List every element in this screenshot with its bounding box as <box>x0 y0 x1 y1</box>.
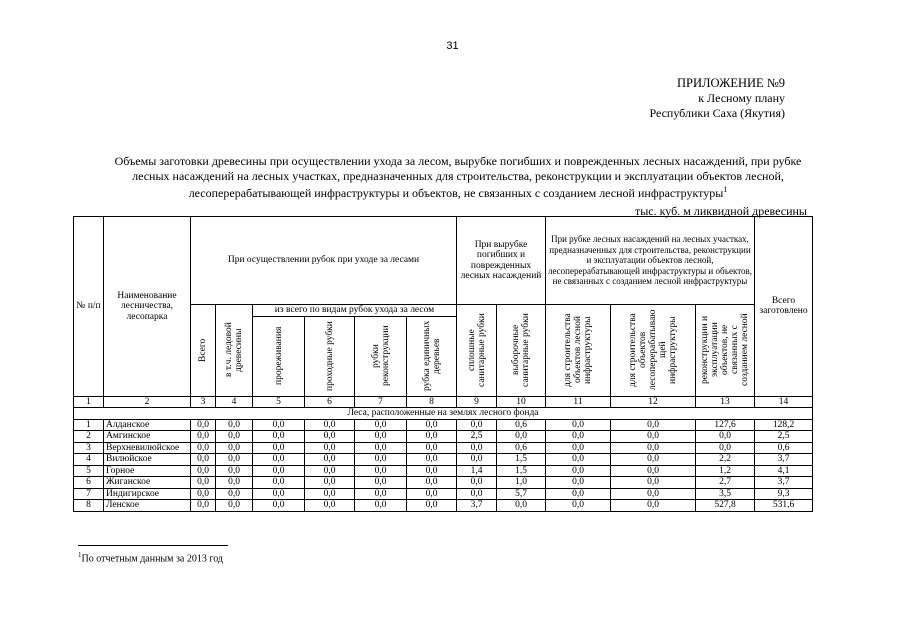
header-by-type: из всего по видам рубок ухода за лесом <box>253 305 457 317</box>
document-title <box>78 154 838 201</box>
col-number: 7 <box>355 396 407 408</box>
cell-value: 0,0 <box>497 500 546 512</box>
cell-value: 0,0 <box>355 465 407 477</box>
forestry-name: Вилюйское <box>104 454 191 466</box>
cell-value: 0,0 <box>546 431 611 443</box>
cell-value: 0,0 <box>497 431 546 443</box>
cell-value: 0,0 <box>611 477 696 489</box>
page-number: 31 <box>446 40 459 52</box>
col-number: 1 <box>74 396 104 408</box>
cell-value: 0,0 <box>611 419 696 431</box>
cell-value: 0,6 <box>497 419 546 431</box>
cell-value: 0,0 <box>611 500 696 512</box>
cell-value: 0,0 <box>191 431 216 443</box>
cell-value: 0,0 <box>546 442 611 454</box>
cell-value: 3,7 <box>457 500 497 512</box>
col-number: 6 <box>305 396 355 408</box>
cell-value: 0,0 <box>305 500 355 512</box>
cell-value: 0,0 <box>407 488 457 500</box>
cell-value: 0,0 <box>407 442 457 454</box>
footnote: $^1$По отчетным данным за 2013 год <box>78 551 224 565</box>
cell-value: 2,7 <box>696 477 755 489</box>
cell-value: 1,0 <box>497 477 546 489</box>
row-number: 3 <box>74 442 104 454</box>
cell-value: 0,0 <box>457 454 497 466</box>
cell-value: 0,0 <box>253 477 305 489</box>
cell-value: 127,6 <box>696 419 755 431</box>
header-c6: проходные рубки <box>305 316 355 396</box>
cell-value: 0,0 <box>611 431 696 443</box>
cell-value: 531,6 <box>755 500 813 512</box>
appendix-line: к Лесному плану <box>698 91 785 105</box>
cell-value: 2,5 <box>457 431 497 443</box>
cell-value: 0,0 <box>191 442 216 454</box>
cell-value: 0,0 <box>253 488 305 500</box>
col-number: 5 <box>253 396 305 408</box>
header-c4: в т.ч. ледовой древесины <box>216 305 253 397</box>
cell-value: 0,0 <box>457 477 497 489</box>
cell-value: 0,0 <box>191 488 216 500</box>
cell-value: 0,0 <box>305 442 355 454</box>
cell-value: 0,0 <box>546 488 611 500</box>
appendix-block <box>649 76 785 121</box>
header-c10: выборочные санитарные рубки <box>497 305 546 397</box>
table-row <box>74 454 813 466</box>
cell-value: 2,5 <box>755 431 813 443</box>
cell-value: 0,0 <box>355 454 407 466</box>
col-number: 12 <box>611 396 696 408</box>
cell-value: 0,0 <box>355 419 407 431</box>
row-number: 5 <box>74 465 104 477</box>
cell-value: 0,0 <box>355 477 407 489</box>
header-dead: При вырубке погибших и поврежденных лесных насаждений <box>457 217 546 305</box>
cell-value: 0,0 <box>407 465 457 477</box>
cell-value: 0,0 <box>546 500 611 512</box>
cell-value: 0,0 <box>305 477 355 489</box>
cell-value: 128,2 <box>755 419 813 431</box>
section-row <box>74 408 813 420</box>
cell-value: 4,1 <box>755 465 813 477</box>
table-row <box>74 419 813 431</box>
cell-value: 0,0 <box>305 465 355 477</box>
cell-value: 0,0 <box>305 419 355 431</box>
cell-value: 0,0 <box>407 431 457 443</box>
cell-value: 0,0 <box>216 419 253 431</box>
cell-value: 0,0 <box>546 477 611 489</box>
col-number: 9 <box>457 396 497 408</box>
cell-value: 0,0 <box>546 465 611 477</box>
col-number: 10 <box>497 396 546 408</box>
header-care: При осуществлении рубок при уходе за лесами <box>191 217 457 305</box>
data-table <box>73 216 813 512</box>
cell-value: 0,0 <box>216 488 253 500</box>
forestry-name: Амгинское <box>104 431 191 443</box>
col-number: 2 <box>104 396 191 408</box>
header-num: № п/п <box>74 217 104 397</box>
cell-value: 0,0 <box>216 431 253 443</box>
cell-value: 0,0 <box>407 419 457 431</box>
cell-value: 0,0 <box>191 477 216 489</box>
col-number: 8 <box>407 396 457 408</box>
cell-value: 0,0 <box>305 454 355 466</box>
cell-value: 0,0 <box>696 442 755 454</box>
cell-value: 0,0 <box>191 419 216 431</box>
cell-value: 0,0 <box>216 477 253 489</box>
cell-value: 0,0 <box>611 442 696 454</box>
cell-value: 527,8 <box>696 500 755 512</box>
header-c9: сплошные санитарные рубки <box>457 305 497 397</box>
cell-value: 0,0 <box>216 454 253 466</box>
cell-value: 0,6 <box>497 442 546 454</box>
cell-value: 0,0 <box>253 431 305 443</box>
header-c8: рубка единичных деревьев <box>407 316 457 396</box>
col-number: 13 <box>696 396 755 408</box>
header-c3: Всего <box>191 305 216 397</box>
row-number: 1 <box>74 419 104 431</box>
title-line: лесоперерабатывающей инфраструктуры и объектов, не связанных с созданием лесной инфраструктуры$^1$ <box>188 185 728 200</box>
cell-value: 0,0 <box>253 454 305 466</box>
cell-value: 0,0 <box>253 442 305 454</box>
cell-value: 0,0 <box>355 442 407 454</box>
cell-value: 1,2 <box>696 465 755 477</box>
cell-value: 1,5 <box>497 454 546 466</box>
header-name: Наименование лесничества, лесопарка <box>104 217 191 397</box>
table-row <box>74 477 813 489</box>
table-row <box>74 500 813 512</box>
col-number: 3 <box>191 396 216 408</box>
forestry-name: Верхневилюйское <box>104 442 191 454</box>
title-line: Объемы заготовки древесины при осуществлении ухода за лесом, вырубке погибших и поврежденных лесных насаждений, при рубке <box>114 154 802 168</box>
cell-value: 2,2 <box>696 454 755 466</box>
cell-value: 0,0 <box>457 419 497 431</box>
col-number: 14 <box>755 396 813 408</box>
cell-value: 5,7 <box>497 488 546 500</box>
cell-value: 0,0 <box>611 465 696 477</box>
header-c7: рубки реконструкции <box>355 316 407 396</box>
header-c12: для строительства объектов лесоперерабатываю щей инфраструктуры <box>611 305 696 397</box>
cell-value: 3,7 <box>755 477 813 489</box>
cell-value: 0,0 <box>546 454 611 466</box>
table-row <box>74 465 813 477</box>
row-number: 4 <box>74 454 104 466</box>
header-total: Всего заготовлено <box>755 217 813 397</box>
forestry-name: Алданское <box>104 419 191 431</box>
cell-value: 0,0 <box>305 431 355 443</box>
cell-value: 0,0 <box>696 431 755 443</box>
cell-value: 0,0 <box>457 488 497 500</box>
cell-value: 0,0 <box>611 454 696 466</box>
header-c13: реконструкции и эксплуатации объектов, не связанных с созданием лесной <box>696 305 755 397</box>
cell-value: 0,0 <box>407 500 457 512</box>
table-row <box>74 442 813 454</box>
cell-value: 3,5 <box>696 488 755 500</box>
appendix-line: Республики Саха (Якутия) <box>649 106 785 120</box>
col-number: 11 <box>546 396 611 408</box>
forestry-name: Жиганское <box>104 477 191 489</box>
cell-value: 3,7 <box>755 454 813 466</box>
cell-value: 0,0 <box>457 442 497 454</box>
forestry-name: Индигирское <box>104 488 191 500</box>
section-label: Леса, расположенные на землях лесного фонда <box>74 408 813 420</box>
footnote-divider <box>78 545 228 546</box>
cell-value: 0,0 <box>253 419 305 431</box>
title-line: лесных насаждений на лесных участках, предназначенных для строительства, реконструкции и эксплуатации объектов лесной, <box>132 168 784 183</box>
table-row <box>74 431 813 443</box>
row-number: 7 <box>74 488 104 500</box>
forestry-name: Ленское <box>104 500 191 512</box>
cell-value: 0,0 <box>253 465 305 477</box>
header-c11: для строительства объектов лесной инфраструктуры <box>546 305 611 397</box>
cell-value: 0,0 <box>407 454 457 466</box>
table-row <box>74 488 813 500</box>
header-infra: При рубке лесных насаждений на лесных участках, предназначенных для строительства, реконструкции и эксплуатации объектов лесной, лесоперерабатывающей инфраструктуры и объектов, не связанных с созданием лесной инфраструктуры <box>546 217 755 305</box>
cell-value: 0,0 <box>191 500 216 512</box>
cell-value: 0,0 <box>355 431 407 443</box>
cell-value: 0,0 <box>191 454 216 466</box>
cell-value: 0,0 <box>611 488 696 500</box>
cell-value: 0,0 <box>253 500 305 512</box>
cell-value: 0,0 <box>355 488 407 500</box>
footnote-ref: 1 <box>723 185 728 194</box>
cell-value: 0,0 <box>305 488 355 500</box>
cell-value: 1,5 <box>497 465 546 477</box>
forestry-name: Горное <box>104 465 191 477</box>
cell-value: 0,0 <box>216 500 253 512</box>
cell-value: 1,4 <box>457 465 497 477</box>
cell-value: 0,6 <box>755 442 813 454</box>
cell-value: 0,0 <box>546 419 611 431</box>
header-c5: прореживания <box>253 316 305 396</box>
cell-value: 9,3 <box>755 488 813 500</box>
cell-value: 0,0 <box>216 465 253 477</box>
appendix-title: ПРИЛОЖЕНИЕ №9 <box>676 76 785 90</box>
row-number: 6 <box>74 477 104 489</box>
units-label: тыс. куб. м ликвидной древесины <box>635 204 807 218</box>
cell-value: 0,0 <box>355 500 407 512</box>
cell-value: 0,0 <box>191 465 216 477</box>
row-number: 8 <box>74 500 104 512</box>
cell-value: 0,0 <box>216 442 253 454</box>
cell-value: 0,0 <box>407 477 457 489</box>
column-numbers-row <box>74 396 813 408</box>
row-number: 2 <box>74 431 104 443</box>
col-number: 4 <box>216 396 253 408</box>
